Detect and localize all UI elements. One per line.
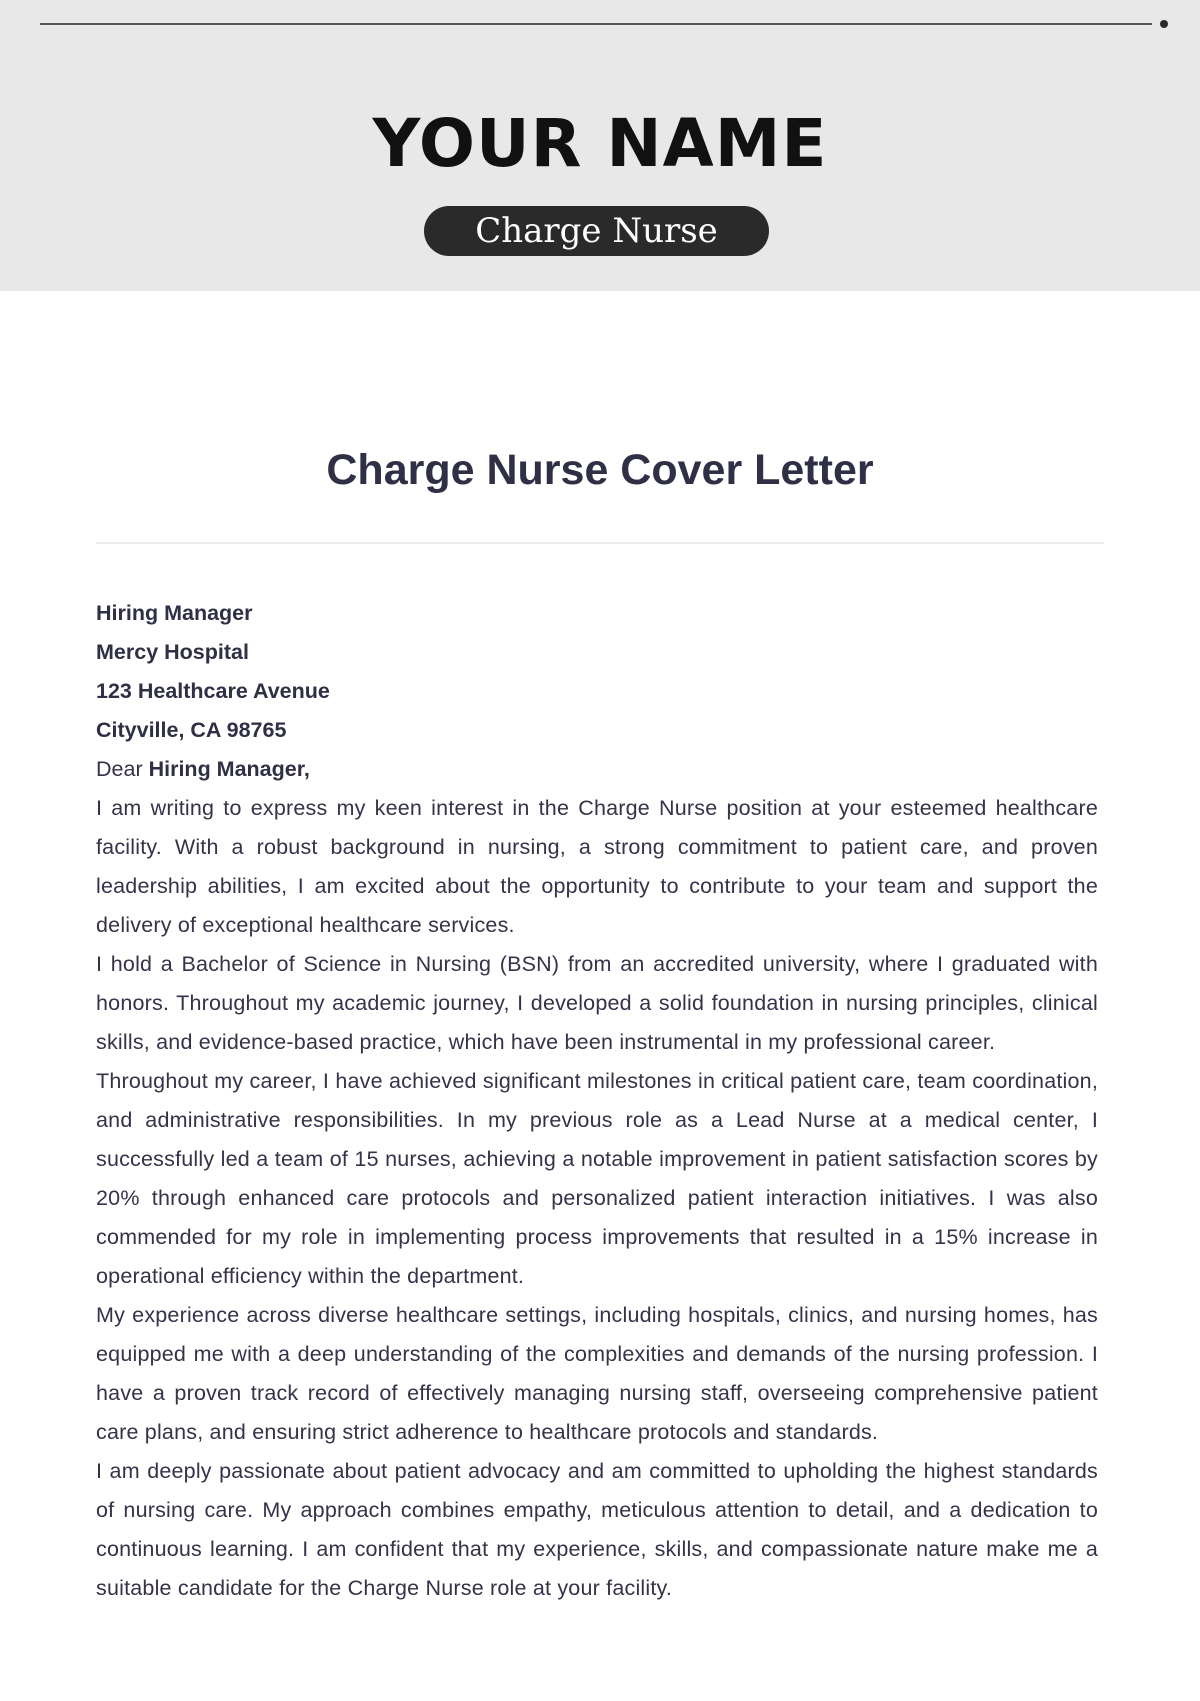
greeting-salutation: Dear [96,757,143,781]
header-band [0,0,1200,291]
recipient-title: Hiring Manager [96,601,253,625]
letter-body [96,594,1098,1608]
top-divider-line [40,23,1152,25]
body-paragraph-3: Throughout my career, I have achieved significant milestones in critical patient care, team coordination, and administrative responsibilities. In my previous role as a Lead Nurse at a medical center, I successfully led a team of 15 nurses, achieving a notable improvement in patient satisfaction scores by 20% through enhanced care protocols and personalized patient interaction initiatives. I was also commended for my role in implementing process improvements that resulted in a 15% increase in operational efficiency within the department. [96,1069,1098,1288]
body-paragraph-4: My experience across diverse healthcare settings, including hospitals, clinics, and nursing homes, has equipped me with a deep understanding of the complexities and demands of the nursing profession. I have a proven track record of effectively managing nursing staff, overseeing comprehensive patient care plans, and ensuring strict adherence to healthcare protocols and standards. [96,1303,1098,1444]
body-paragraph-5: I am deeply passionate about patient advocacy and am committed to upholding the highest standards of nursing care. My approach combines empathy, meticulous attention to detail, and a dedication to continuous learning. I am confident that my experience, skills, and compassionate nature make me a suitable candidate for the Charge Nurse role at your facility. [96,1459,1098,1600]
recipient-city-state-zip: Cityville, CA 98765 [96,718,287,742]
body-paragraph-2: I hold a Bachelor of Science in Nursing (BSN) from an accredited university, where I graduated with honors. Throughout my academic journey, I developed a solid foundation in nursing principles, clinical skills, and evidence-based practice, which have been instrumental in my professional career. [96,952,1098,1054]
recipient-organization: Mercy Hospital [96,640,249,664]
body-paragraph-1: I am writing to express my keen interest in the Charge Nurse position at your esteemed healthcare facility. With a robust background in nursing, a strong commitment to patient care, and proven leadership abilities, I am excited about the opportunity to contribute to your team and support the delivery of exceptional healthcare services. [96,796,1098,937]
applicant-name: YOUR NAME [372,105,828,182]
document-title: Charge Nurse Cover Letter [326,446,874,494]
role-badge: Charge Nurse [424,206,769,256]
greeting-name: Hiring Manager, [148,757,310,781]
title-divider [96,542,1104,544]
recipient-street: 123 Healthcare Avenue [96,679,330,703]
greeting-line [96,750,1098,789]
top-divider-dot [1160,20,1168,28]
